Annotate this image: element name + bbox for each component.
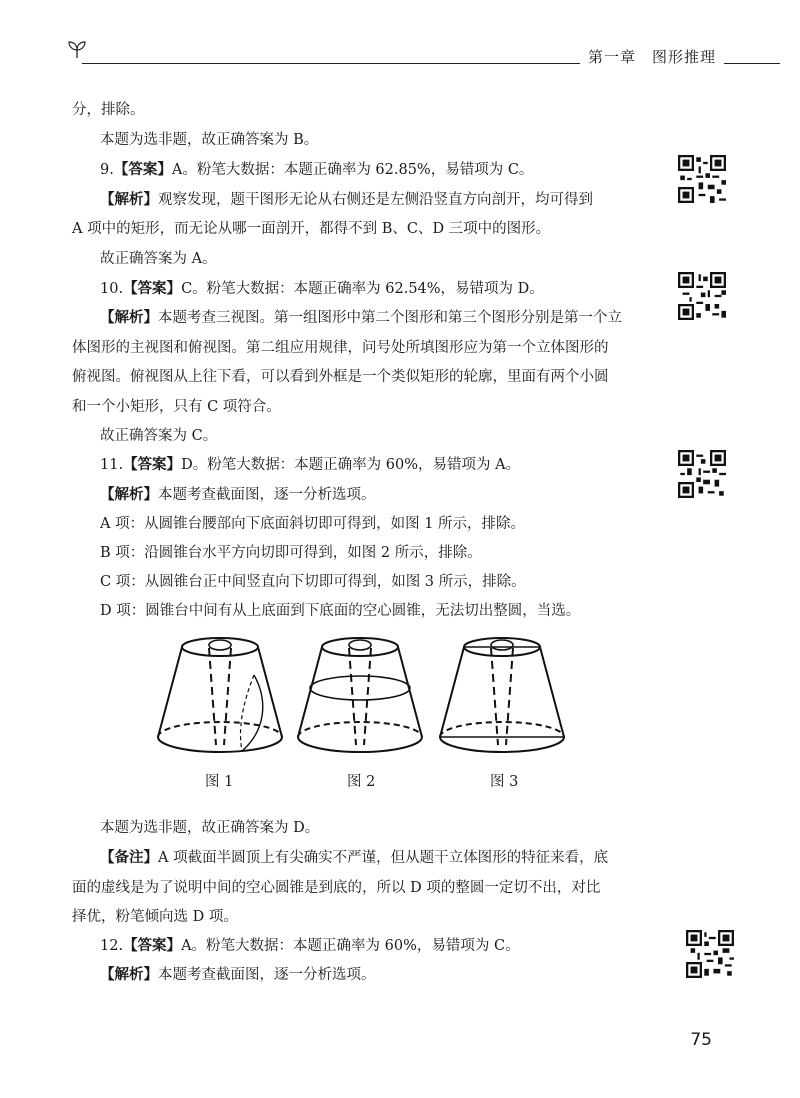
- qr-code-icon[interactable]: [678, 155, 726, 203]
- q9-analysis: [100, 190, 593, 210]
- text-line: 本题为选非题，故正确答案为 B。: [100, 132, 319, 148]
- answer-tag: 【答案】: [123, 937, 182, 954]
- figure-3: [432, 630, 572, 770]
- answer-text: D。粉笔大数据：本题正确率为 60%，易错项为 A。: [181, 457, 521, 473]
- option-c-analysis: C 项：从圆锥台正中间竖直向下切即可得到，如图 3 所示，排除。: [100, 574, 526, 590]
- note-tag: 【备注】: [100, 849, 158, 866]
- q11-analysis: [100, 485, 376, 505]
- sprout-icon: [66, 38, 88, 60]
- analysis-tag: 【解析】: [100, 966, 158, 983]
- q12-answer: [100, 936, 520, 956]
- figure-1-caption: 图 1: [205, 774, 234, 790]
- answer-tag: 【答案】: [123, 456, 182, 473]
- q10-analysis: [100, 308, 622, 328]
- analysis-text: 本题考查截面图，逐一分析选项。: [158, 967, 376, 983]
- question-number: 12.: [100, 938, 124, 954]
- note-text: A 项截面半圆顶上有尖确实不严谨，但从题干立体图形的特征来看，底: [158, 850, 609, 866]
- figure-2: [290, 630, 430, 770]
- analysis-tag: 【解析】: [100, 486, 158, 503]
- figure-1: [150, 630, 290, 770]
- text-line: 面的虚线是为了说明中间的空心圆锥是到底的，所以 D 项的整圆一定切不出，对比: [72, 880, 601, 896]
- answer-text: A。粉笔大数据：本题正确率为 60%，易错项为 C。: [181, 938, 520, 954]
- text-line: A 项中的矩形，而无论从哪一面剖开，都得不到 B、C、D 三项中的图形。: [72, 221, 551, 237]
- question-number: 9.: [100, 162, 114, 178]
- text-line: 俯视图。俯视图从上往下看，可以看到外框是一个类似矩形的轮廓，里面有两个小圆: [72, 369, 609, 385]
- option-a-analysis: A 项：从圆锥台腰部向下底面斜切即可得到，如图 1 所示，排除。: [100, 516, 526, 532]
- answer-text: A。粉笔大数据：本题正确率为 62.85%，易错项为 C。: [171, 162, 534, 178]
- q12-analysis: [100, 965, 376, 985]
- figure-3-caption: 图 3: [490, 774, 519, 790]
- text-line: 和一个小矩形，只有 C 项符合。: [72, 399, 281, 415]
- q11-answer: [100, 455, 520, 475]
- running-header: [68, 40, 780, 70]
- q9-answer: [100, 160, 533, 180]
- answer-tag: 【答案】: [113, 161, 172, 178]
- q11-note: [100, 848, 608, 868]
- page-number: 75: [690, 1030, 712, 1050]
- text-line: 择优，粉笔倾向选 D 项。: [72, 909, 238, 925]
- option-b-analysis: B 项：沿圆锥台水平方向切即可得到，如图 2 所示，排除。: [100, 545, 482, 561]
- chapter-title: 第一章 图形推理: [580, 46, 724, 67]
- analysis-tag: 【解析】: [100, 191, 158, 208]
- qr-code-icon[interactable]: [686, 930, 734, 978]
- text-line: 体图形的主视图和俯视图。第二组应用规律，问号处所填图形应为第一个立体图形的: [72, 340, 609, 356]
- text-line: 故正确答案为 A。: [100, 251, 217, 267]
- text-line: 故正确答案为 C。: [100, 428, 218, 444]
- figure-2-caption: 图 2: [347, 774, 376, 790]
- qr-code-icon[interactable]: [678, 272, 726, 320]
- question-number: 10.: [100, 281, 124, 297]
- text-line: 本题为选非题，故正确答案为 D。: [100, 820, 320, 836]
- answer-tag: 【答案】: [123, 280, 182, 297]
- q10-answer: [100, 279, 544, 299]
- analysis-text: 本题考查三视图。第一组图形中第二个图形和第三个图形分别是第一个立: [158, 310, 622, 326]
- option-d-analysis: D 项：圆锥台中间有从上底面到下底面的空心圆锥，无法切出整圆，当选。: [100, 603, 581, 619]
- question-number: 11.: [100, 457, 124, 473]
- answer-text: C。粉笔大数据：本题正确率为 62.54%，易错项为 D。: [181, 281, 544, 297]
- analysis-text: 观察发现，题干图形无论从右侧还是左侧沿竖直方向剖开，均可得到: [158, 192, 593, 208]
- analysis-text: 本题考查截面图，逐一分析选项。: [158, 487, 376, 503]
- text-line: 分，排除。: [72, 102, 145, 118]
- qr-code-icon[interactable]: [678, 450, 726, 498]
- analysis-tag: 【解析】: [100, 309, 158, 326]
